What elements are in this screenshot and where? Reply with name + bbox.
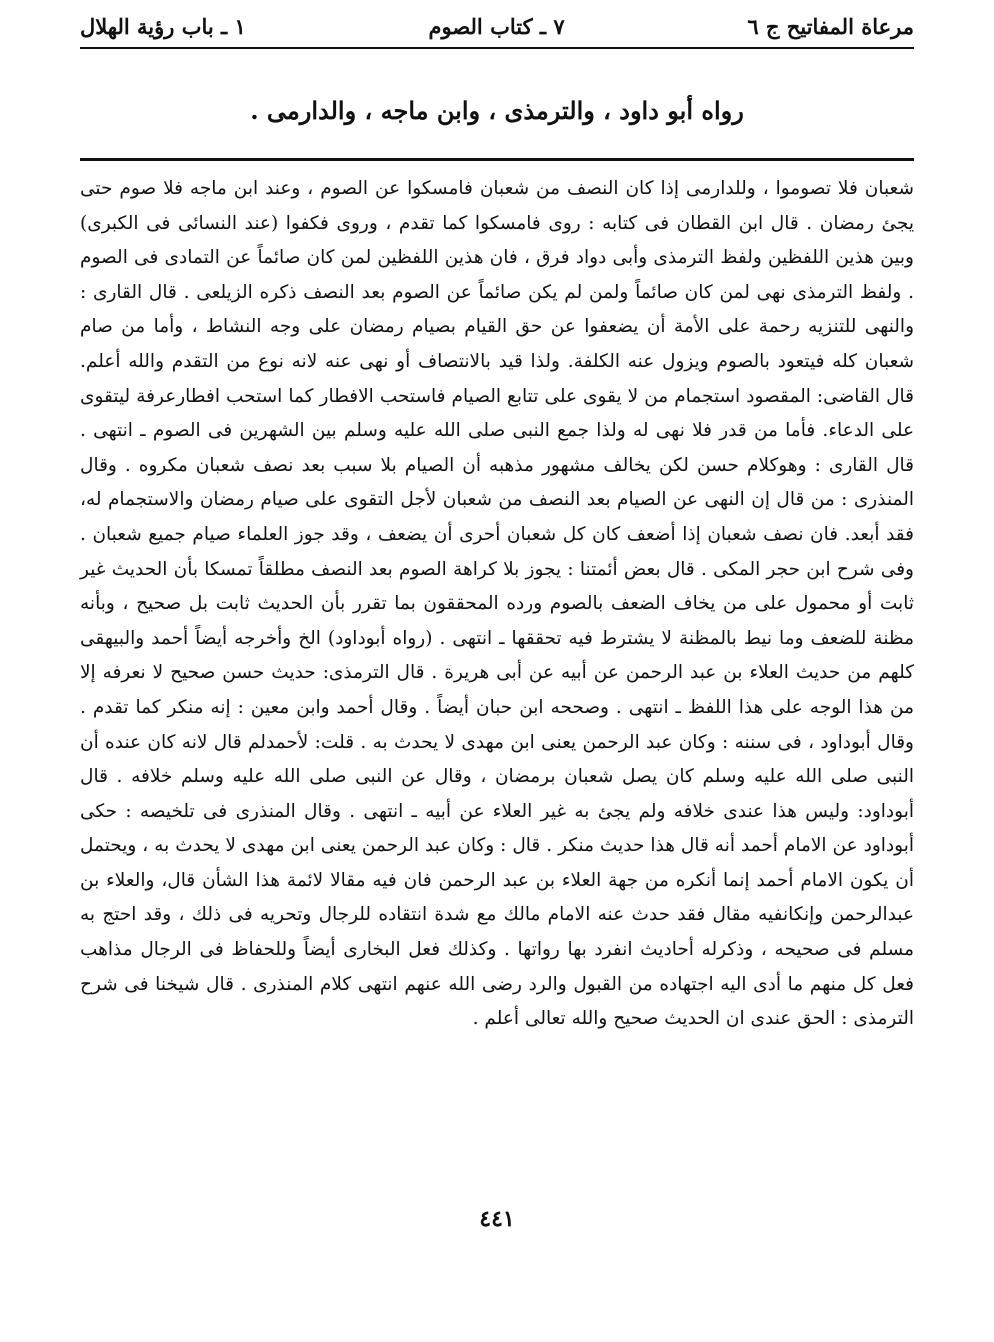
- page-number: ٤٤١: [479, 1206, 515, 1232]
- commentary-text: شعبان فلا تصوموا ، وللدارمى إذا كان النصف من شعبان فامسكوا عن الصوم ، وعند ابن ماجه فلا صوم حتى يجئ رمضان . قال ابن القطان فى كتابه : روى فامسكوا كما تقدم ، وروى فكفوا (عند النسائى فى الكبرى) وبين هذين اللفظين ولفظ الترمذى وأبى دواد فرق ، فان هذين اللفظين لمن كان صائماً عن التمادى فى الصوم . ولفظ الترمذى نهى لمن كان صائماً ولمن لم يكن صائماً عن الصوم بعد النصف ذكره الزيلعى . قال القارى : والنهى للتنزيه رحمة على الأمة أن يضعفوا عن حق القيام بصيام رمضان على وجه النشاط ، وأما من صام شعبان كله فيتعود بالصوم ويزول عنه الكلفة. ولذا قيد بالانتصاف أو نهى عنه لانه نوع من التقدم والله أعلم. قال القاضى: المقصود استجمام من لا يقوى على تتابع الصيام فاستحب الافطار كما استحب افطارعرفة ليتقوى على الدعاء. فأما من قدر فلا نهى له ولذا جمع النبى صلى الله عليه وسلم بين الشهرين فى الصوم ـ انتهى . قال القارى : وهوكلام حسن لكن يخالف مشهور مذهبه أن الصيام بلا سبب بعد نصف شعبان مكروه . وقال المنذرى : من قال إن النهى عن الصيام بعد النصف من شعبان لأجل التقوى على صيام رمضان والاستجمام له، فقد أبعد. فان نصف شعبان إذا أضعف كان كل شعبان أحرى أن يضعف ، وقد جوز العلماء صيام جميع شعبان . وفى شرح ابن حجر المكى . قال بعض أئمتنا : يجوز بلا كراهة الصوم بعد النصف مطلقاً تمسكا بأن الحديث غير ثابت أو محمول على من يخاف الضعف بالصوم ورده المحققون بما تقرر بأن الحديث ثابت بل صحيح ، وبأنه مظنة للضعف وما نيط بالمظنة لا يشترط فيه تحققها ـ انتهى . (رواه أبوداود) الخ وأخرجه أيضاً أحمد والبيهقى كلهم من حديث العلاء بن عبد الرحمن عن أبيه عن أبى هريرة . قال الترمذى: حديث حسن صحيح لا نعرفه إلا من هذا الوجه على هذا اللفظ ـ انتهى . وصححه ابن حبان أيضاً . وقال أحمد وابن معين : إنه منكر كما تقدم . وقال أبوداود ، فى سننه : وكان عبد الرحمن يعنى ابن مهدى لا يحدث به . قلت: لأحمدلم قال لانه كان عنده أن النبى صلى الله عليه وسلم كان يصل شعبان برمضان ، وقال عن النبى صلى الله عليه وسلم خلافه . قال أبوداود: وليس هذا عندى خلافه ولم يجئ به غير العلاء عن أبيه ـ انتهى . وقال المنذرى فى تلخيصه : حكى أبوداود عن الامام أحمد أنه قال هذا حديث منكر . قال : وكان عبد الرحمن يعنى ابن مهدى لا يحدث به ، ويحتمل أن يكون الامام أحمد إنما أنكره من جهة العلاء بن عبد الرحمن فان فيه مقالا لائمة هذا الشأن قال، والعلاء بن عبدالرحمن وإنكانفيه مقال فقد حدث عنه الامام مالك مع شدة انتقاده للرجال وتحريه فى ذلك ، وقد احتج به مسلم فى صحيحه ، وذكرله أحاديث انفرد بها رواتها . وكذلك فعل البخارى أيضاً وللحفاظ فى الرجال مذاهب فعل كل منهم ما أدى اليه اجتهاده من القبول والرد رضى الله عنهم انتهى كلام المنذرى . قال شيخنا فى شرح الترمذى : الحق عندى ان الحديث صحيح والله تعالى أعلم .: [80, 178, 914, 1030]
- book-title: مرعاة المفاتيح ج ٦: [747, 13, 914, 39]
- section-title: ١ ـ باب رؤية الهلال: [80, 13, 246, 39]
- section-divider: [80, 158, 914, 161]
- hadith-reference: رواه أبو داود ، والترمذى ، وابن ماجه ، والدارمى .: [250, 96, 744, 125]
- chapter-title: ٧ ـ كتاب الصوم: [428, 13, 565, 39]
- running-header: [80, 6, 914, 46]
- header-divider: [80, 47, 914, 49]
